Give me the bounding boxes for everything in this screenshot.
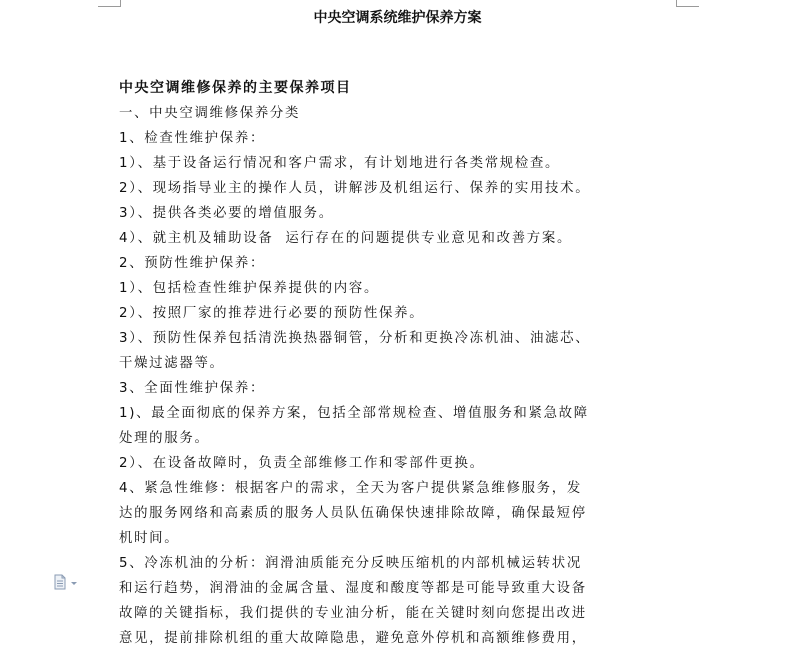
paragraph-line: 干燥过滤器等。 [119, 356, 225, 371]
paragraph-line: 1）、基于设备运行情况和客户需求，有计划地进行各类常规检查。 [119, 156, 561, 171]
paragraph-line: 4、紧急性维修：根据客户的需求，全天为客户提供紧急维修服务，发 [119, 481, 582, 496]
paragraph-line: 1、检查性维护保养： [119, 131, 266, 146]
paragraph-line: 1)、最全面彻底的保养方案，包括全部常规检查、增值服务和紧急故障 [119, 406, 589, 421]
paragraph-line: 3）、预防性保养包括清洗换热器铜管，分析和更换冷冻机油、油滤芯、 [119, 331, 591, 346]
document-options-icon[interactable] [53, 574, 79, 590]
paragraph-line: 达的服务网络和高素质的服务人员队伍确保快速排除故障，确保最短停 [119, 506, 587, 521]
paragraph-line: 4）、就主机及辅助设备 运行存在的问题提供专业意见和改善方案。 [119, 231, 573, 246]
paragraph-line: 意见，提前排除机组的重大故障隐患，避免意外停机和高额维修费用， [119, 631, 587, 646]
paragraph-line: 3、全面性维护保养： [119, 381, 266, 396]
paragraph-line: 2、预防性维护保养： [119, 256, 266, 271]
paragraph-line: 2）、按照厂家的推荐进行必要的预防性保养。 [119, 306, 425, 321]
paragraph-line: 处理的服务。 [119, 431, 210, 446]
paragraph-line: 1）、包括检查性维护保养提供的内容。 [119, 281, 380, 296]
paragraph-line: 一、中央空调维修保养分类 [119, 106, 301, 121]
paragraph-line: 机时间。 [119, 531, 180, 546]
document-header-title: 中央空调系统维护保养方案 [313, 10, 482, 26]
margin-corner-mark [98, 0, 121, 7]
paragraph-line: 2）、在设备故障时，负责全部维修工作和零部件更换。 [119, 456, 485, 471]
document-options-icon-graphic [53, 574, 79, 590]
paragraph-line: 故障的关键指标，我们提供的专业油分析，能在关键时刻向您提出改进 [119, 606, 587, 621]
paragraph-line: 和运行趋势，润滑油的金属含量、湿度和酸度等都是可能导致重大设备 [119, 581, 587, 596]
paragraph-line: 2）、现场指导业主的操作人员，讲解涉及机组运行、保养的实用技术。 [119, 181, 591, 196]
paragraph-line: 3）、提供各类必要的增值服务。 [119, 206, 334, 221]
margin-corner-mark [676, 0, 699, 7]
document-body[interactable] [119, 76, 679, 651]
section-heading: 中央空调维修保养的主要保养项目 [119, 80, 352, 96]
paragraph-line: 5、冷冻机油的分析：润滑油质能充分反映压缩机的内部机械运转状况 [119, 556, 582, 571]
